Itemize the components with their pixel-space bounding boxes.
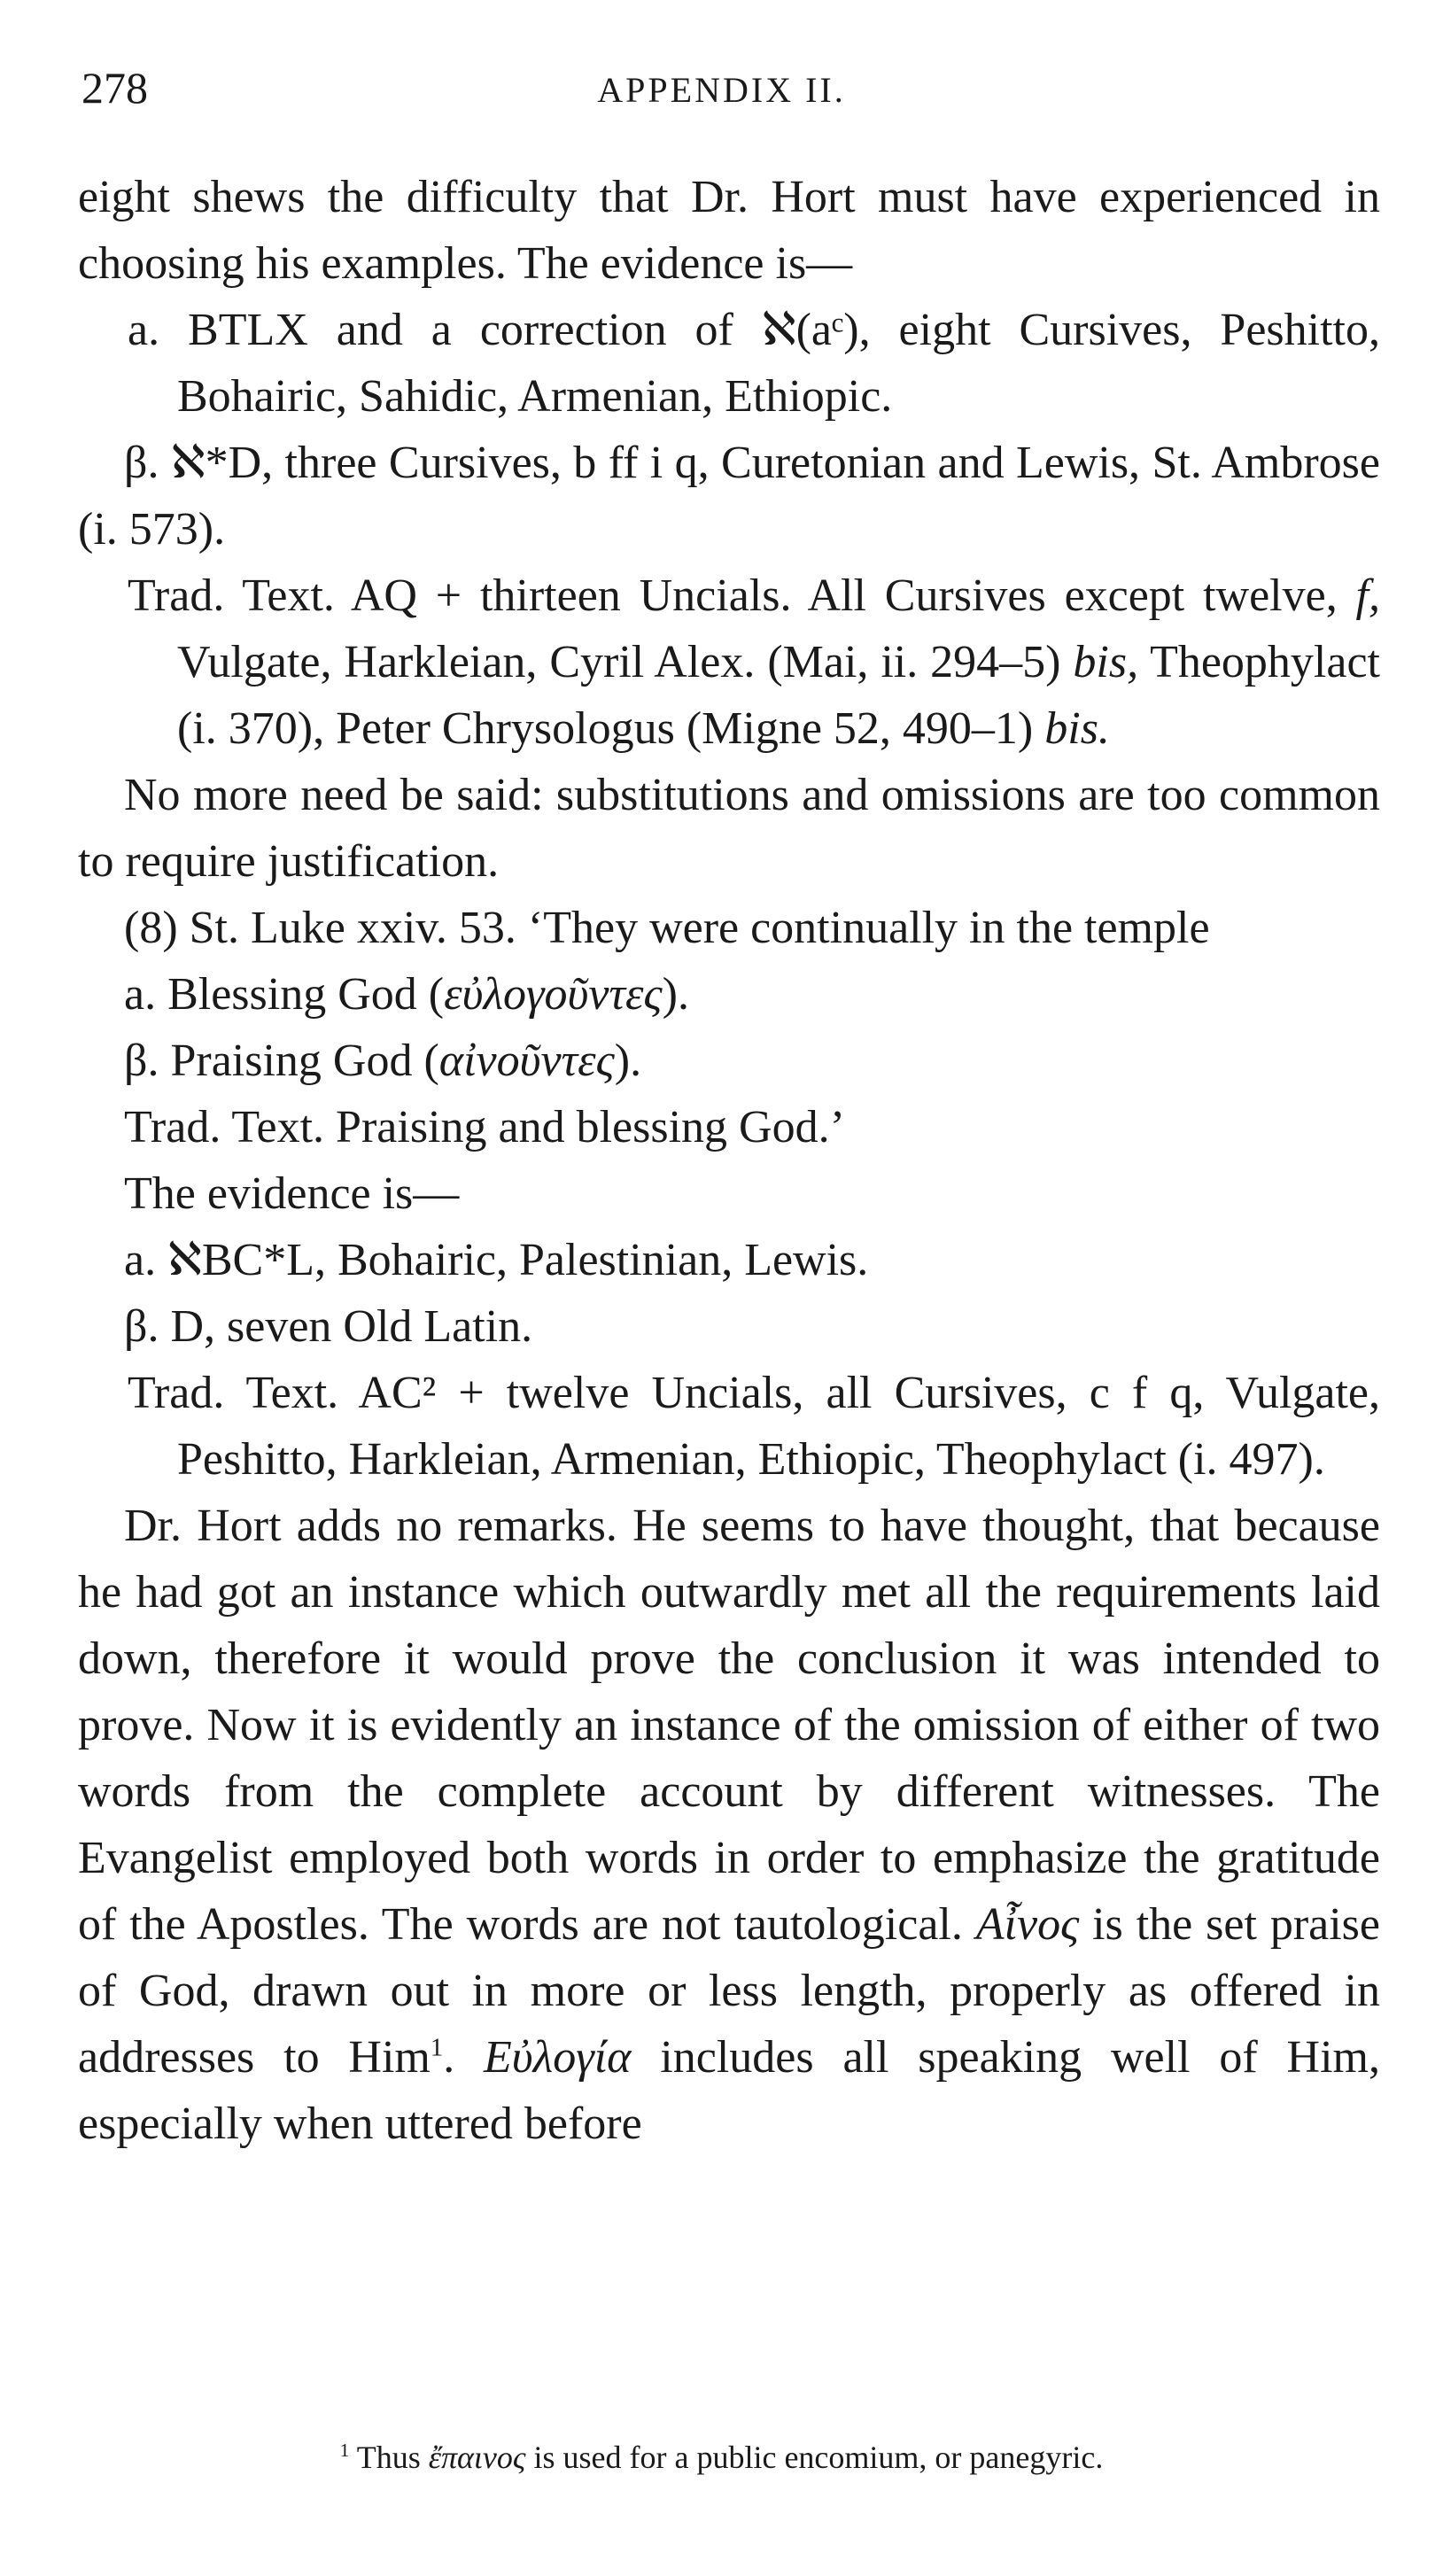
paragraph bbox=[78, 1493, 1380, 2157]
greek-word: ἔπαινος bbox=[428, 2440, 526, 2475]
evidence-traditional: Trad. Text. AC² + twelve Uncials, all Cursives, c f q, Vulgate, Peshitto, Harkleian, Armenian, Ethiopic, Theophylact (i. 497). bbox=[128, 1368, 1380, 1485]
evidence-alpha: a. BTLX and a correction of ℵ(aᶜ), eight Cursives, Peshitto, Bohairic, Sahidic, Armenian, Ethiopic. bbox=[128, 305, 1380, 422]
text-run: β. Praising God ( bbox=[124, 1036, 439, 1086]
text-run: Thus bbox=[349, 2440, 429, 2475]
paragraph: eight shews the difficulty that Dr. Hort must have experienced in choosing his examples. The evidence is— bbox=[78, 172, 1380, 289]
page-body bbox=[78, 164, 1380, 2157]
page-number: 278 bbox=[81, 63, 148, 113]
paragraph: No more need be said: substitutions and omissions are too common to require justification. bbox=[78, 770, 1380, 887]
footnote bbox=[0, 2436, 1443, 2479]
greek-word: Εὐλογία bbox=[484, 2032, 632, 2083]
text-run: Theophylact (i. 370), Peter Chrysologus (Migne 52, 490–1) bbox=[177, 637, 1380, 754]
evidence-beta: β. D, seven Old Latin. bbox=[124, 1301, 533, 1352]
evidence-heading: The evidence is— bbox=[124, 1168, 460, 1219]
page-header bbox=[81, 62, 1362, 124]
evidence-beta: β. ℵ*D, three Cursives, b ff i q, Curetonian and Lewis, St. Ambrose (i. 573). bbox=[78, 438, 1380, 555]
italic-text: f, bbox=[1355, 570, 1380, 621]
text-run: ). bbox=[614, 1036, 642, 1086]
text-run: Dr. Hort adds no remarks. He seems to have thought, that because he had got an instance which outwardly met all the requirements laid down, therefore it would prove the conclusion it was intended to prove. Now it is evidently an instance of the omission of either of two words from the complete account by different witnesses. The Evangelist employed both words in order to emphasize the gratitude of the Apostles. The words are not tautological. bbox=[78, 1501, 1380, 1950]
reading-alpha bbox=[78, 961, 1380, 1028]
text-run: a. Blessing God ( bbox=[124, 969, 445, 1020]
text-run: . bbox=[443, 2032, 485, 2083]
greek-word: Αἶνος bbox=[975, 1899, 1080, 1950]
text-run: Trad. Text. AQ + thirteen Uncials. All Cursives except twelve, bbox=[128, 570, 1356, 621]
greek-word: αἰνοῦντες bbox=[438, 1036, 615, 1086]
text-run: includes all speaking well of Him, especially when uttered before bbox=[78, 2032, 1380, 2149]
italic-text: bis, bbox=[1073, 637, 1139, 687]
text-run: is the set praise of God, drawn out in more or less length, properly as offered in addresses to Him bbox=[78, 1899, 1380, 2083]
greek-word: εὐλογοῦντες bbox=[444, 969, 663, 1020]
italic-text: bis. bbox=[1044, 703, 1110, 754]
reading-beta bbox=[78, 1028, 1380, 1094]
footnote-mark: 1 bbox=[339, 2440, 350, 2461]
text-run: is used for a public encomium, or panegyric. bbox=[525, 2440, 1104, 2475]
running-head: APPENDIX II. bbox=[597, 70, 846, 110]
text-run: Vulgate, Harkleian, Cyril Alex. (Mai, ii. 294–5) bbox=[177, 637, 1074, 687]
text-run: ). bbox=[662, 969, 689, 1020]
paragraph: (8) St. Luke xxiv. 53. ‘They were continually in the temple bbox=[124, 903, 1210, 953]
reading-traditional: Trad. Text. Praising and blessing God.’ bbox=[124, 1102, 845, 1152]
evidence-traditional bbox=[78, 563, 1380, 762]
evidence-alpha: a. ℵBC*L, Bohairic, Palestinian, Lewis. bbox=[124, 1235, 869, 1285]
footnote-reference[interactable]: 1 bbox=[430, 2034, 444, 2062]
